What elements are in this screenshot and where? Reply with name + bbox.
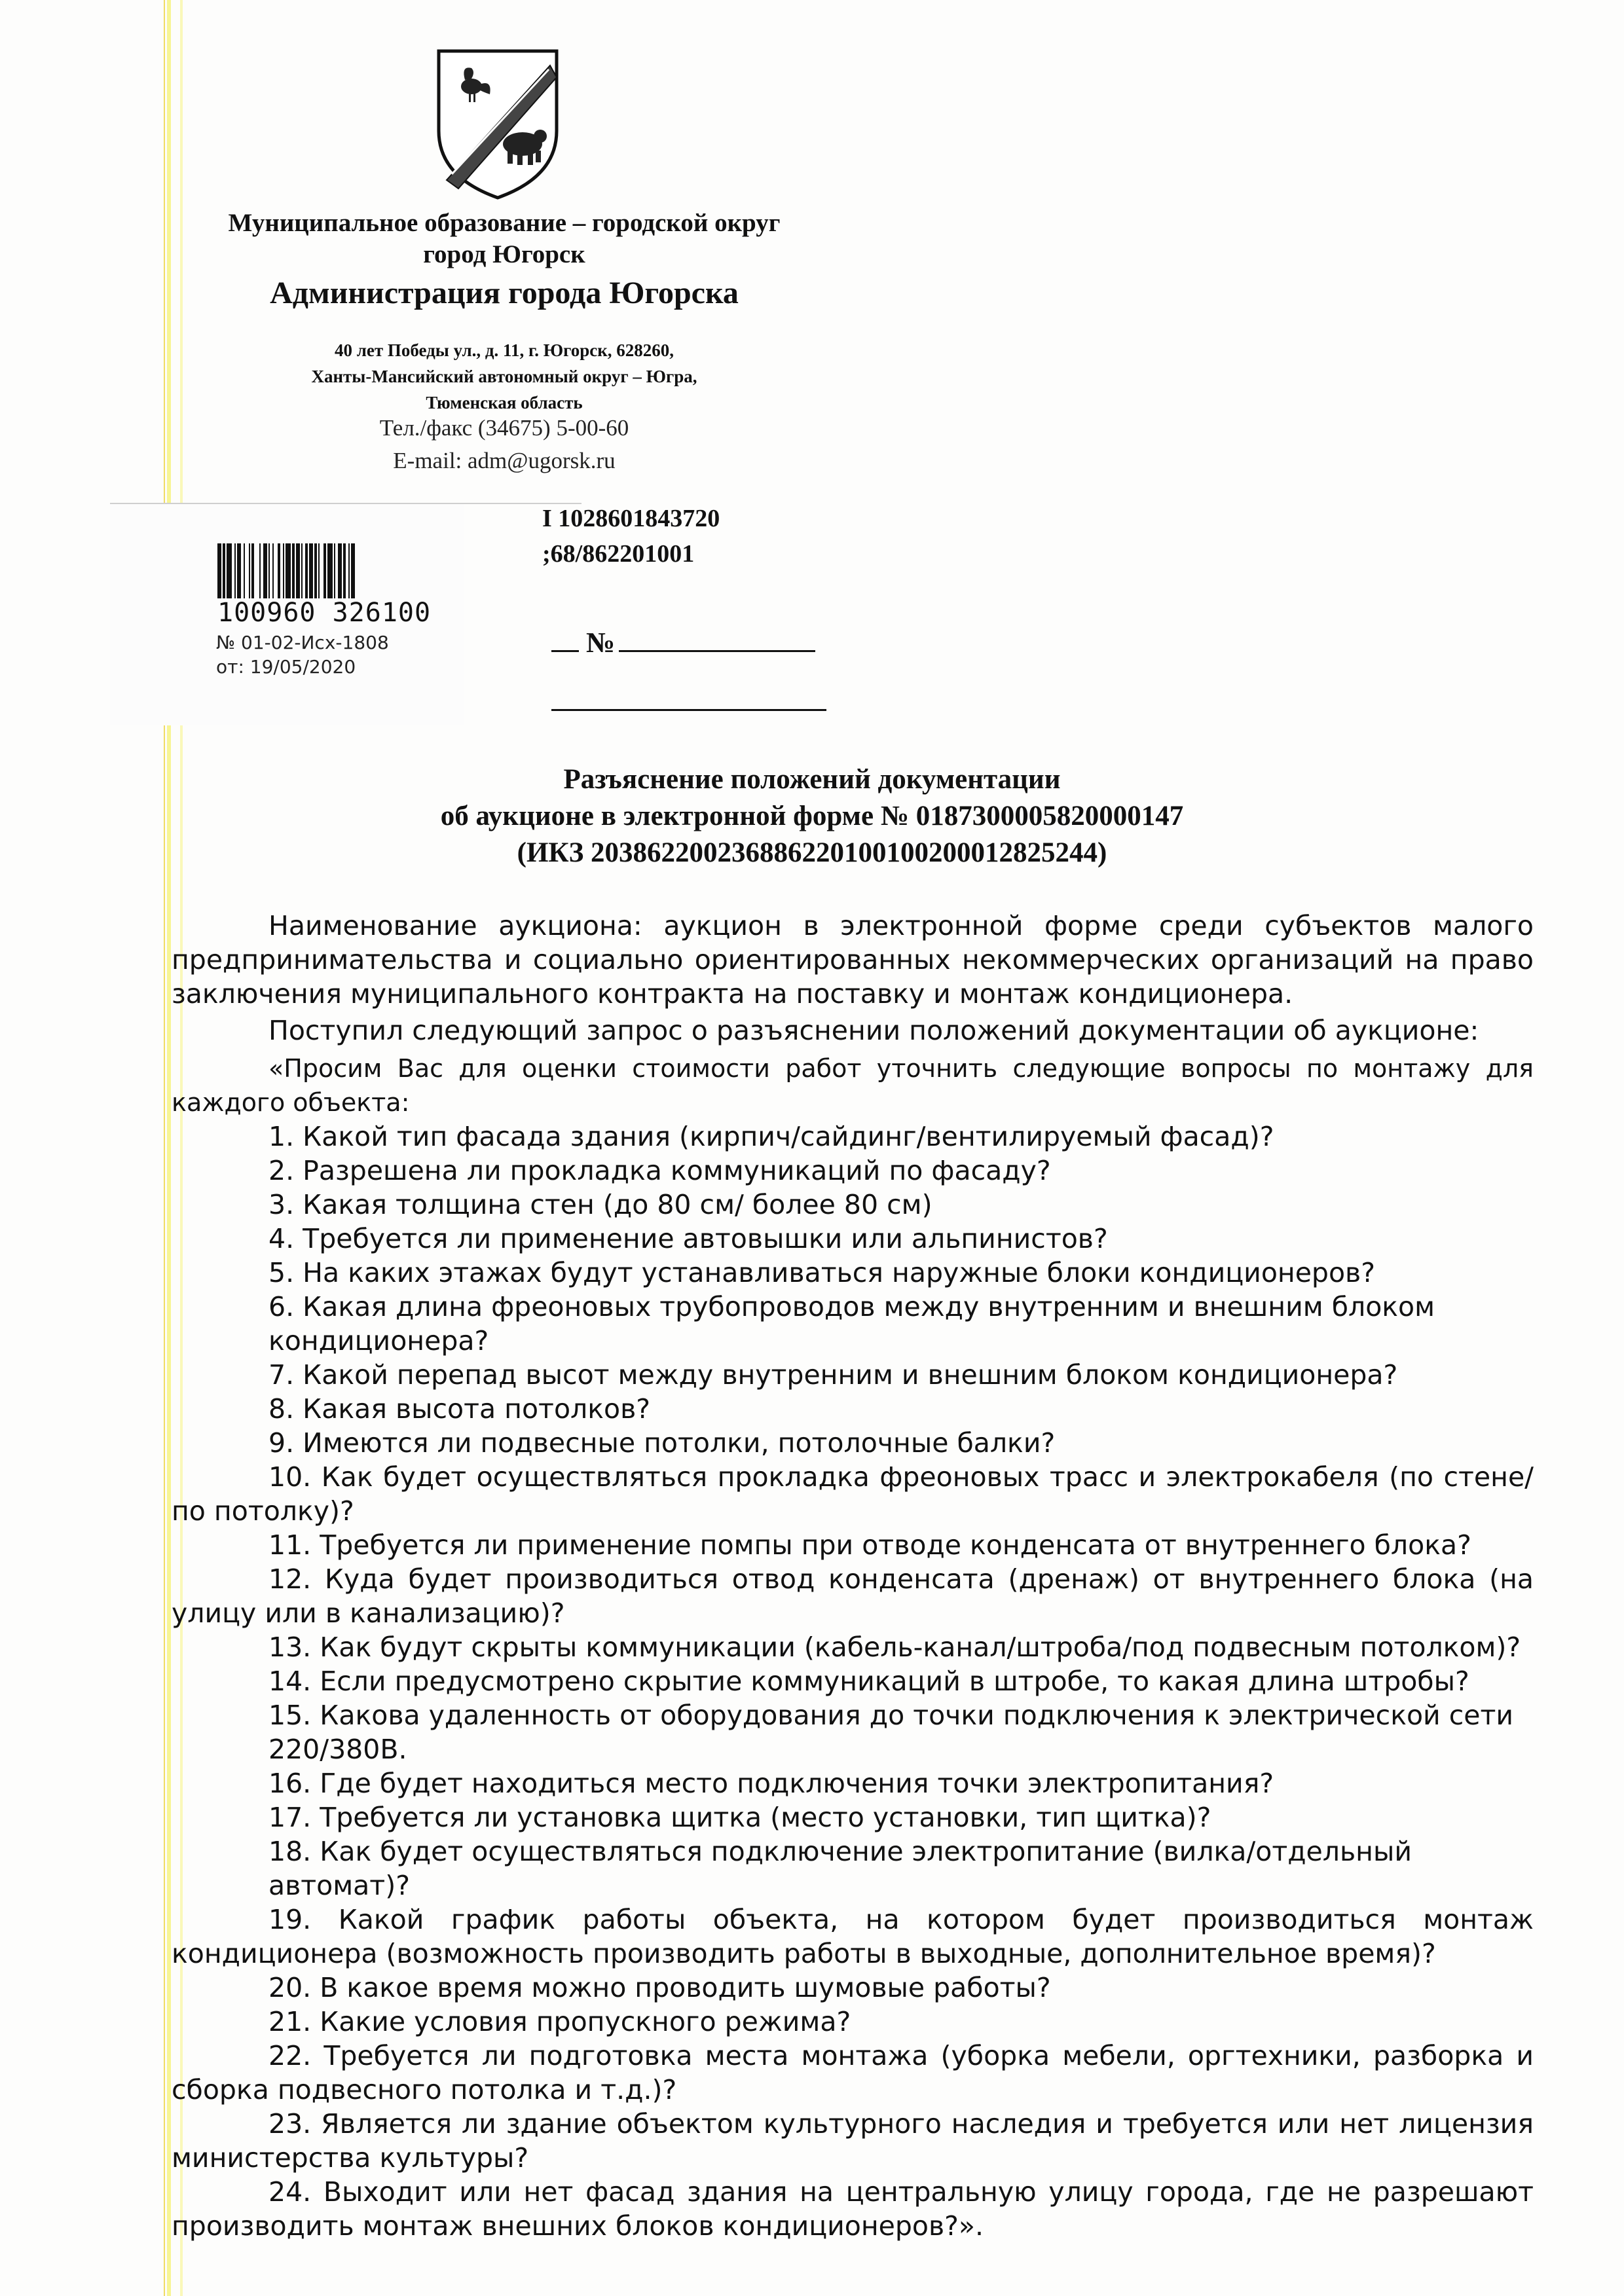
barcode-bar bbox=[234, 543, 236, 601]
barcode-bar bbox=[283, 543, 284, 601]
barcode-bar bbox=[323, 543, 326, 601]
coat-of-arms-icon bbox=[432, 46, 563, 203]
barcode-bar bbox=[263, 543, 267, 601]
question-item: 16. Где будет находиться место подключения точки электропитания? bbox=[268, 1768, 1274, 1799]
barcode-bar bbox=[251, 543, 254, 601]
question-item: 3. Какая толщина стен (до 80 см/ более 80 см) bbox=[268, 1189, 932, 1220]
barcode-bar bbox=[272, 543, 274, 601]
question-item: 13. Как будут скрыты коммуникации (кабель-канал/штроба/под подвесным потолком)? bbox=[268, 1631, 1521, 1663]
question-item: 8. Какая высота потолков? bbox=[268, 1393, 651, 1425]
barcode-bar bbox=[296, 543, 300, 601]
barcode-bar bbox=[338, 543, 342, 601]
question-item: 18. Как будет осуществляться подключение электропитание (вилка/отдельный автомат)? bbox=[268, 1836, 1412, 1901]
outgoing-reg-date: от: 19/05/2020 bbox=[216, 656, 356, 678]
question-item: 23. Является ли здание объектом культурного наследия и требуется или нет лицензия министерства культуры? bbox=[172, 2108, 1534, 2174]
question-item: 4. Требуется ли применение автовышки или альпинистов? bbox=[268, 1223, 1108, 1254]
request-quote-intro: «Просим Вас для оценки стоимости работ уточнить следующие вопросы по монтажу для каждого объекта: bbox=[172, 1054, 1534, 1117]
barcode-bar bbox=[348, 543, 350, 601]
reply-reference-line bbox=[551, 709, 826, 711]
inn-kpp-fragment: ;68/862201001 bbox=[542, 540, 695, 568]
question-item: 21. Какие условия пропускного режима? bbox=[268, 2006, 851, 2037]
barcode-bar bbox=[227, 543, 232, 601]
ogrn-fragment: І 1028601843720 bbox=[542, 505, 720, 532]
question-list bbox=[172, 1120, 1534, 2243]
question-item: 11. Требуется ли применение помпы при отводе конденсата от внутреннего блока? bbox=[268, 1529, 1471, 1561]
org-name-line1: Муниципальное образование – городской округ bbox=[228, 209, 781, 237]
request-intro: Поступил следующий запрос о разъяснении положений документации об аукционе: bbox=[268, 1015, 1479, 1046]
phone-fax: Тел./факс (34675) 5-00-60 bbox=[379, 415, 629, 441]
barcode-number: 100960 326100 bbox=[217, 598, 440, 627]
doc-title-line2: об аукционе в электронной форме № 0187300005820000147 bbox=[440, 801, 1184, 831]
barcode-bar bbox=[314, 543, 317, 601]
barcode-bar bbox=[305, 543, 308, 601]
sticker-edge bbox=[110, 503, 581, 504]
question-item: 19. Какой график работы объекта, на котором будет производиться монтаж кондиционера (возможность производить работы в выходные, дополнительное время)? bbox=[172, 1904, 1534, 1969]
barcode-bar bbox=[309, 543, 313, 601]
barcode-bar bbox=[334, 543, 335, 601]
email-address: E-mail: adm@ugorsk.ru bbox=[393, 448, 616, 473]
barcode-bar bbox=[249, 543, 250, 601]
barcode-bar bbox=[318, 543, 320, 601]
barcode-bar bbox=[301, 543, 303, 601]
question-item: 14. Если предусмотрено скрытие коммуникаций в штробе, то какая длина штробы? bbox=[268, 1666, 1469, 1697]
question-item: 12. Куда будет производиться отвод конденсата (дренаж) от внутреннего блока (на улицу или в канализацию)? bbox=[172, 1563, 1534, 1629]
question-item: 17. Требуется ли установка щитка (место установки, тип щитка)? bbox=[268, 1802, 1211, 1833]
question-item: 24. Выходит или нет фасад здания на центральную улицу города, где не разрешают производить монтаж внешних блоков кондиционеров?». bbox=[172, 2176, 1534, 2242]
barcode-bar bbox=[343, 543, 346, 601]
address-line3: Тюменская область bbox=[426, 393, 583, 412]
outgoing-reg-number: № 01-02-Исх-1808 bbox=[216, 632, 389, 653]
document-body bbox=[172, 909, 1534, 2243]
barcode-bar bbox=[268, 543, 270, 601]
question-item: 2. Разрешена ли прокладка коммуникаций по фасаду? bbox=[268, 1155, 1051, 1186]
barcode-bar bbox=[351, 543, 355, 601]
question-item: 9. Имеются ли подвесные потолки, потолочные балки? bbox=[268, 1427, 1056, 1459]
auction-name-paragraph: Наименование аукциона: аукцион в электронной форме среди субъектов малого предпринимательства и социально ориентированных некоммерческих организаций на право заключения муниципального контракта на поставку и монтаж кондиционера. bbox=[172, 910, 1534, 1010]
barcode-bar bbox=[278, 543, 280, 601]
question-item: 1. Какой тип фасада здания (кирпич/сайдинг/вентилируемый фасад)? bbox=[268, 1121, 1274, 1152]
address-line2: Ханты-Мансийский автономный округ – Югра, bbox=[311, 367, 697, 386]
barcode-bar bbox=[286, 543, 291, 601]
question-item: 5. На каких этажах будут устанавливаться наружные блоки кондиционеров? bbox=[268, 1257, 1375, 1288]
doc-title-line3: (ИКЗ 203862200236886220100100200012825244) bbox=[517, 837, 1107, 868]
barcode-bar bbox=[223, 543, 225, 601]
address-line1: 40 лет Победы ул., д. 11, г. Югорск, 628260, bbox=[334, 340, 674, 360]
barcode-bar bbox=[327, 543, 333, 601]
barcode-bar bbox=[244, 543, 245, 601]
outgoing-number-field bbox=[551, 626, 815, 659]
barcode-bar bbox=[237, 543, 241, 601]
question-item: 10. Как будет осуществляться прокладка фреоновых трасс и электрокабеля (по стене/по потолку)? bbox=[172, 1461, 1534, 1527]
administration-name: Администрация города Югорска bbox=[270, 276, 739, 310]
question-item: 15. Какова удаленность от оборудования до точки подключения к электрической сети 220/380В. bbox=[268, 1700, 1514, 1765]
barcode-bar bbox=[217, 543, 221, 601]
org-name-line2: город Югорск bbox=[423, 240, 585, 268]
barcode-bar bbox=[259, 543, 261, 601]
question-item: 7. Какой перепад высот между внутренним и внешним блоком кондиционера? bbox=[268, 1359, 1398, 1391]
question-item: 20. В какое время можно проводить шумовые работы? bbox=[268, 1972, 1051, 2003]
barcode-bar bbox=[292, 543, 295, 601]
doc-title-line1: Разъяснение положений документации bbox=[563, 764, 1061, 795]
number-sign: № bbox=[586, 627, 616, 659]
question-item: 22. Требуется ли подготовка места монтажа (уборка мебели, оргтехники, разборка и сборка подвесного потолка и т.д.)? bbox=[172, 2040, 1534, 2105]
question-item: 6. Какая длина фреоновых трубопроводов между внутренним и внешним блоком кондиционера? bbox=[268, 1291, 1435, 1357]
